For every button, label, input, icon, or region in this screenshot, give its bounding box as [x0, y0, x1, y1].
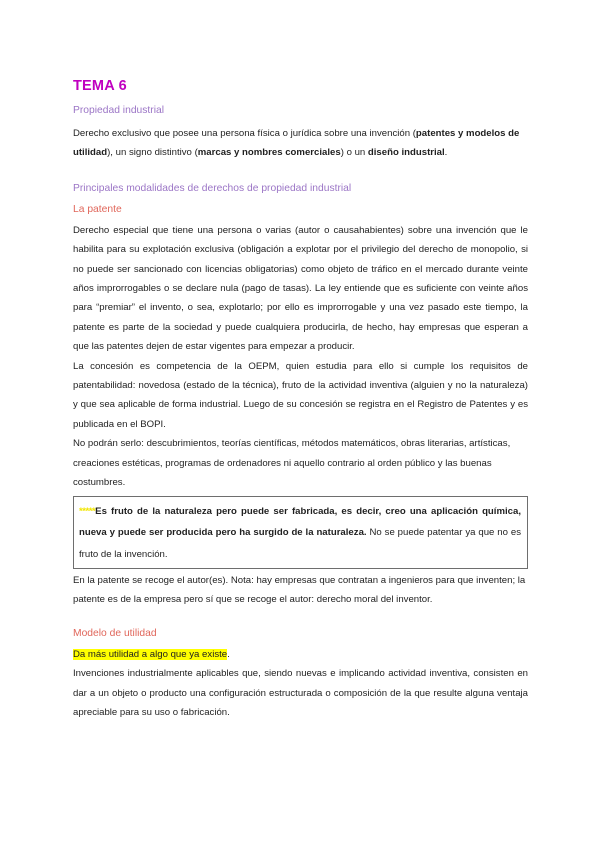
paragraph-propiedad-definition: Derecho exclusivo que posee una persona física o jurídica sobre una invención (patentes y modelos de utilidad), un signo distintivo (marcas y nombres comerciales) o un diseño industrial.: [73, 128, 520, 159]
stars-mark: *****: [79, 505, 96, 517]
heading-la-patente: La patente: [73, 203, 122, 215]
paragraph-modelo-highlight: Da más utilidad a algo que ya existe.: [73, 648, 230, 660]
callout-text: *****Es fruto de la naturaleza pero puede ser fabricada, es decir, creo una aplicación química, nueva y puede ser producida pero ha surgido de la naturaleza. No se puede patentar ya que no es fruto de la invención.: [79, 505, 521, 560]
heading-propiedad-industrial: Propiedad industrial: [73, 105, 165, 116]
paragraph-patente-exclusiones: No podrán serlo: descubrimientos, teorías científicas, métodos matemáticos, obras literarias, artísticas, creaciones estéticas, programas de ordenadores ni aquello contrario al orden público y las buenas costumbres.: [73, 438, 511, 489]
paragraph-patente-autor: En la patente se recoge el autor(es). Nota: hay empresas que contratan a ingenieros para que inventen; la patente es de la empresa pero sí que se recoge el autor: derecho moral del inventor.: [73, 575, 526, 606]
highlighted-text: Da más utilidad a algo que ya existe: [73, 648, 228, 660]
paragraph-patente-definition: Derecho especial que tiene una persona o varias (autor o causahabientes) sobre una invención que le habilita para su explotación exclusiva (obligación a explotar por el privilegio del derecho de monopolio, si no puede ser sancionado con licencias obligatorias) como objeto de tráfico en el mercado durante veinte años improrrogables o se declare nula (pago de tasas). La ley entiende que es suficiente con veinte años para “premiar” el invento, o sea, explotarlo; por ello es improrrogable y una vez pasado este tiempo, la patente es parte de la sociedad y puede cualquiera producirla, de hecho, hay empresas que esperan a que las patentes dejen de estar vigentes para empezar a producir.: [73, 224, 528, 353]
callout-box: [73, 496, 528, 570]
document-body: [73, 78, 528, 722]
paragraph-modelo-definition: Invenciones industrialmente aplicables que, siendo nuevas e implicando actividad inventiva, consisten en dar a un objeto o producto una configuración estructurada o composición de la que resulte alguna ventaja apreciable para su uso o fabricación.: [73, 668, 528, 719]
heading-modelo-utilidad: Modelo de utilidad: [73, 627, 157, 639]
paragraph-patente-concesion: La concesión es competencia de la OEPM, quien estudia para ello si cumple los requisitos de patentabilidad: novedosa (estado de la técnica), fruto de la actividad inventiva (alguien y no la naturaleza) y que sea aplicable de forma industrial. Luego de su concesión se registra en el Registro de Patentes y es publicada en el BOPI.: [73, 360, 528, 430]
page-title: TEMA 6: [73, 78, 127, 94]
heading-modalidades: Principales modalidades de derechos de propiedad industrial: [73, 182, 352, 194]
